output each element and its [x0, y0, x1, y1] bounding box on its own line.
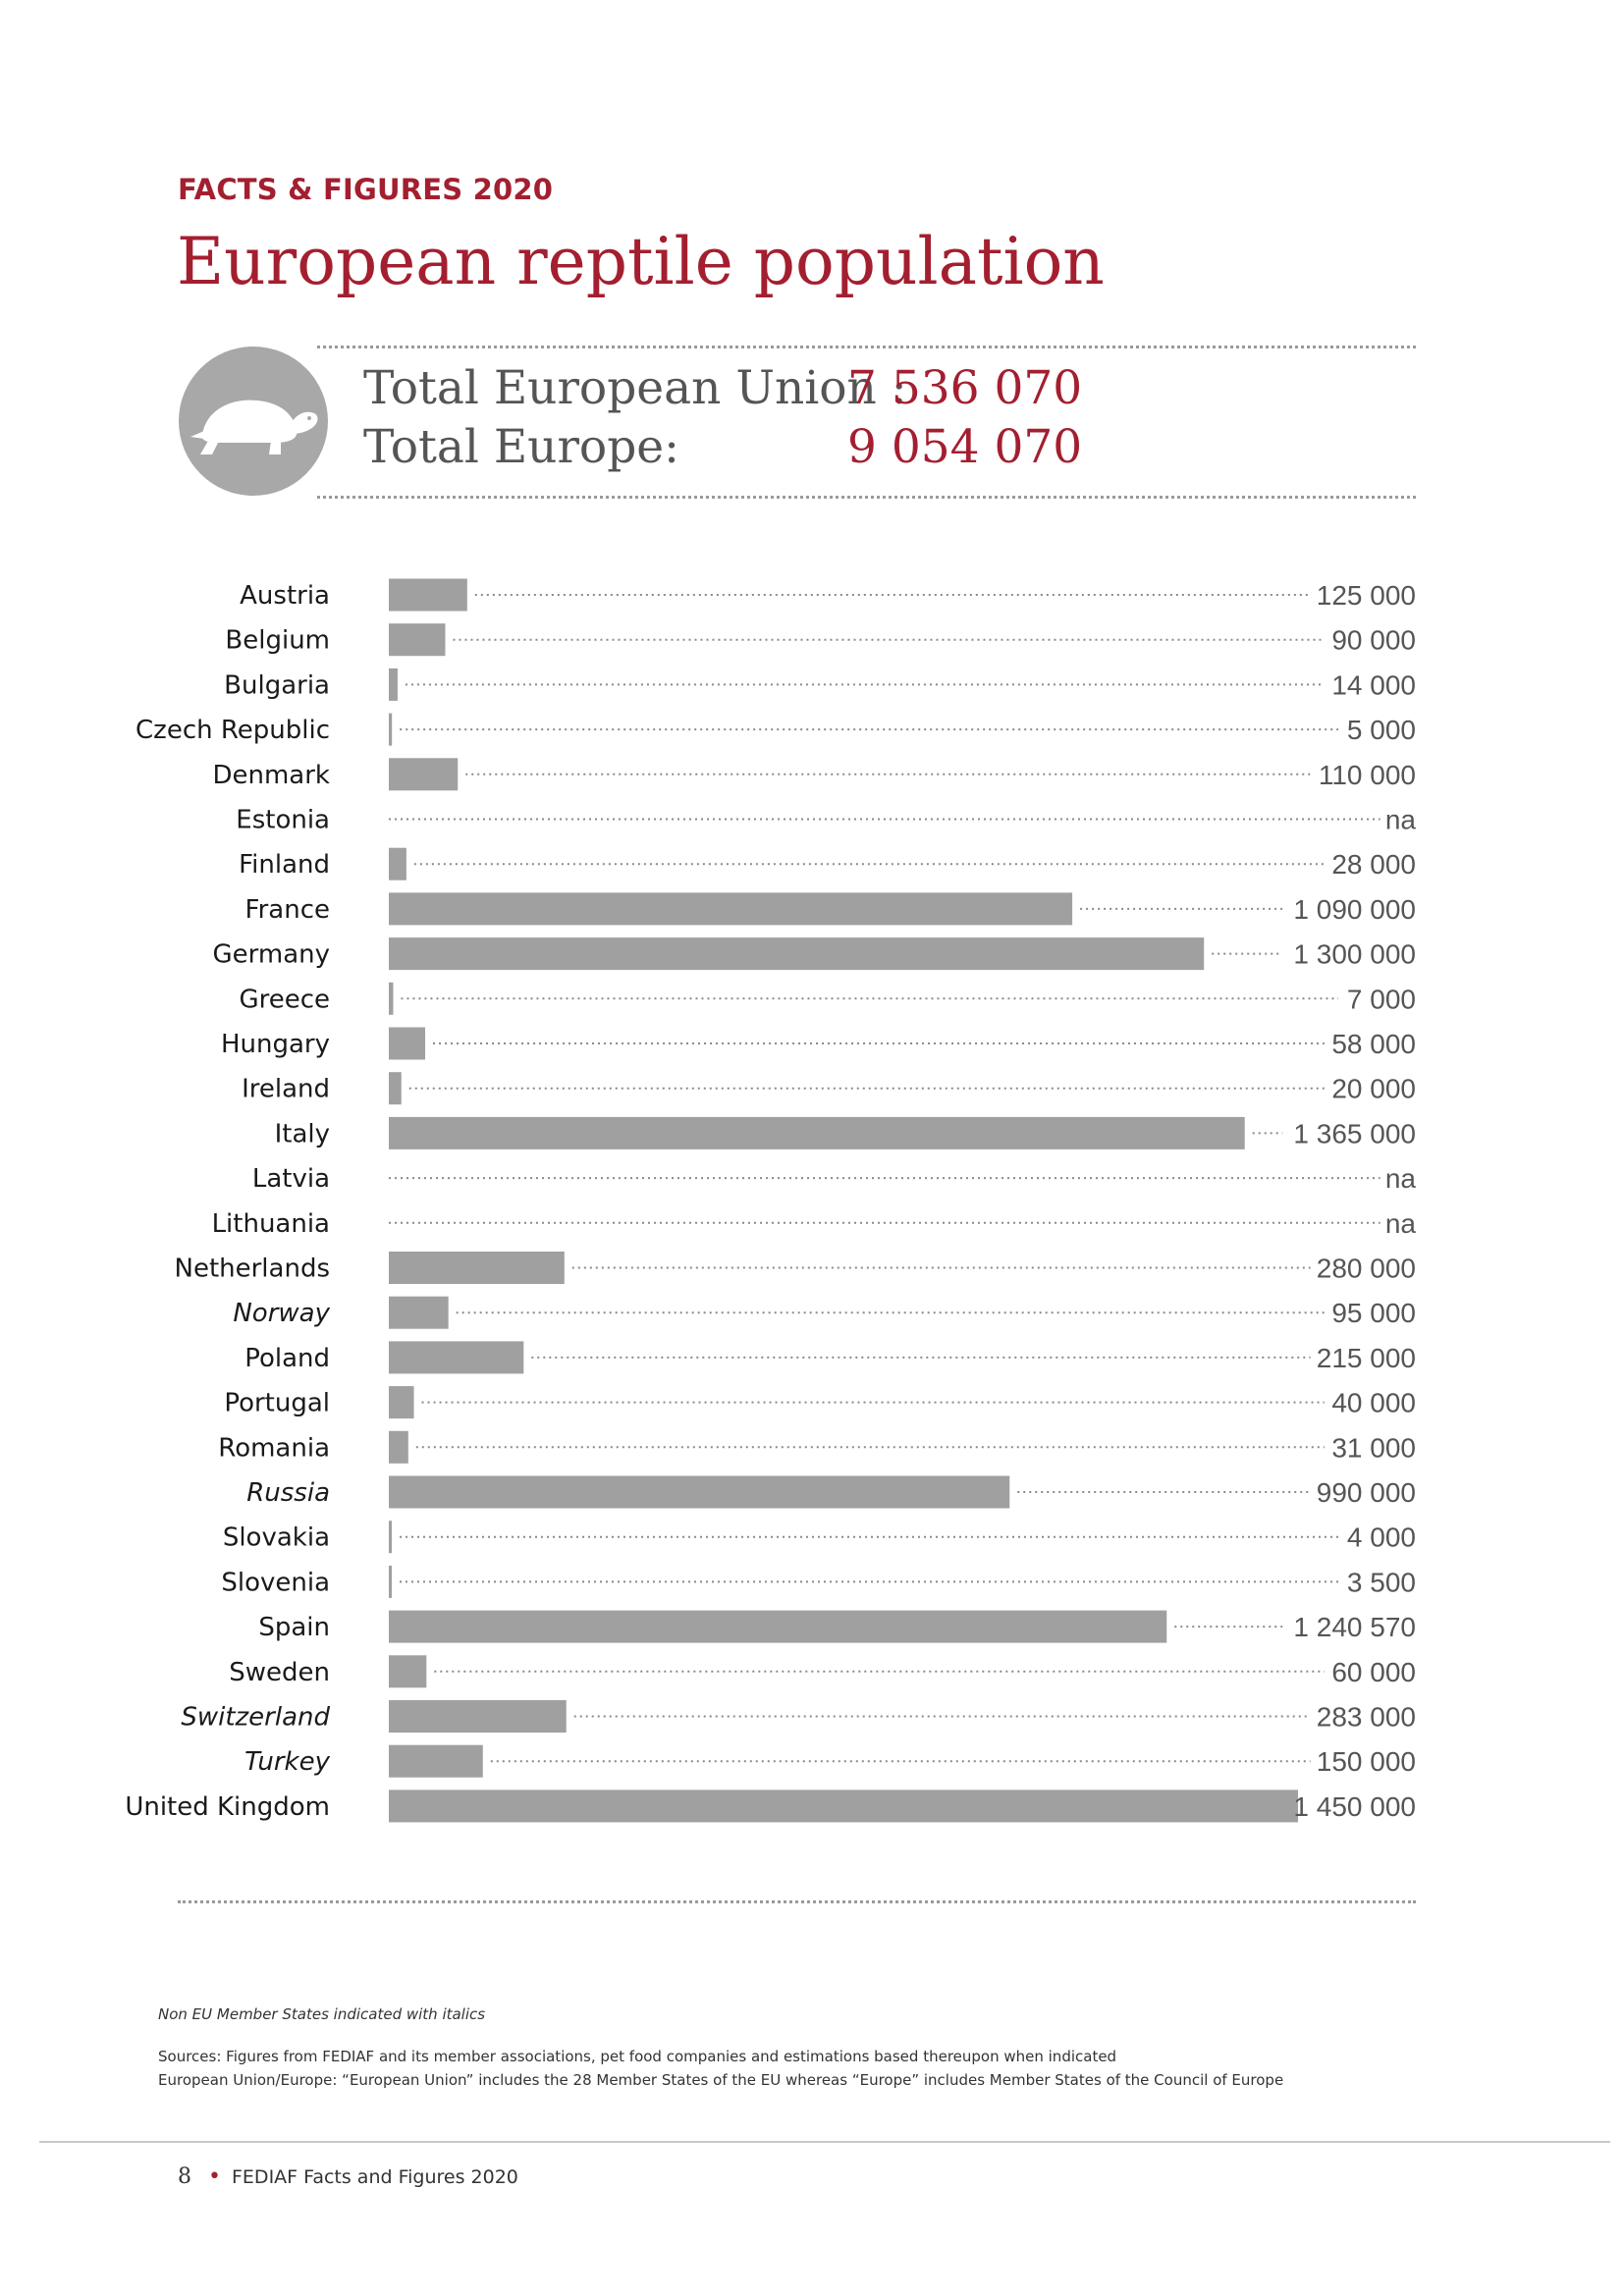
total-europe-value: 9 054 070	[847, 420, 1083, 474]
category-label-russia: Russia	[246, 1478, 330, 1508]
footer-bullet: •	[208, 2164, 221, 2189]
category-label-spain: Spain	[258, 1613, 330, 1643]
bar-turkey	[389, 1745, 483, 1778]
value-label-slovakia: 4 000	[1346, 1522, 1416, 1553]
source-line-1: Sources: Figures from FEDIAF and its member associations, pet food companies and estimations based thereupon when indicated	[158, 2048, 1117, 2065]
category-label-bulgaria: Bulgaria	[224, 670, 330, 701]
category-label-romania: Romania	[218, 1433, 330, 1464]
bar-russia	[389, 1476, 1009, 1509]
category-label-slovakia: Slovakia	[222, 1522, 330, 1553]
bar-hungary	[389, 1028, 425, 1060]
bar-netherlands	[389, 1252, 565, 1284]
category-label-sweden: Sweden	[229, 1657, 330, 1687]
category-label-poland: Poland	[244, 1343, 330, 1373]
value-label-united-kingdom: 1 450 000	[1293, 1790, 1416, 1822]
category-label-netherlands: Netherlands	[174, 1254, 330, 1284]
bar-slovakia	[389, 1521, 392, 1553]
category-label-slovenia: Slovenia	[221, 1568, 330, 1598]
category-label-ireland: Ireland	[242, 1074, 330, 1104]
category-label-italy: Italy	[274, 1119, 330, 1149]
bar-slovenia	[389, 1566, 392, 1598]
category-label-norway: Norway	[233, 1299, 330, 1329]
value-label-italy: 1 365 000	[1293, 1118, 1416, 1149]
bar-switzerland	[389, 1700, 567, 1733]
category-label-france: France	[244, 894, 330, 925]
bottom-divider	[178, 1900, 1416, 1903]
value-label-netherlands: 280 000	[1316, 1253, 1416, 1284]
value-label-norway: 95 000	[1331, 1298, 1416, 1329]
bar-bulgaria	[389, 668, 398, 701]
total-eu-value: 7 536 070	[847, 361, 1083, 415]
publication-name: FEDIAF Facts and Figures 2020	[232, 2166, 518, 2188]
bar-greece	[389, 983, 393, 1015]
value-label-france: 1 090 000	[1293, 893, 1416, 925]
bar-spain	[389, 1611, 1166, 1643]
value-label-czech-republic: 5 000	[1346, 715, 1416, 746]
value-label-belgium: 90 000	[1331, 624, 1416, 656]
value-label-greece: 7 000	[1346, 984, 1416, 1015]
value-label-bulgaria: 14 000	[1331, 669, 1416, 701]
category-label-greece: Greece	[239, 985, 330, 1015]
category-label-hungary: Hungary	[220, 1030, 330, 1059]
value-label-switzerland: 283 000	[1316, 1701, 1416, 1733]
bar-belgium	[389, 623, 445, 656]
value-label-ireland: 20 000	[1331, 1073, 1416, 1104]
bar-portugal	[389, 1386, 414, 1418]
category-label-latvia: Latvia	[251, 1164, 330, 1195]
value-label-spain: 1 240 570	[1293, 1612, 1416, 1643]
category-label-portugal: Portugal	[224, 1388, 330, 1418]
bar-czech-republic	[389, 714, 392, 746]
bar-poland	[389, 1341, 523, 1373]
value-label-germany: 1 300 000	[1293, 938, 1416, 970]
value-label-portugal: 40 000	[1331, 1387, 1416, 1418]
category-label-germany: Germany	[212, 939, 330, 970]
category-label-turkey: Turkey	[244, 1747, 330, 1778]
source-line-2: European Union/Europe: “European Union” includes the 28 Member States of the EU whereas “Europe” includes Member States of the Council of Europe	[158, 2071, 1284, 2089]
category-label-austria: Austria	[240, 581, 330, 611]
bar-romania	[389, 1431, 408, 1464]
category-label-denmark: Denmark	[212, 760, 330, 790]
bar-austria	[389, 579, 467, 612]
value-label-latvia: na	[1384, 1163, 1416, 1195]
value-label-hungary: 58 000	[1331, 1029, 1416, 1059]
value-label-finland: 28 000	[1331, 849, 1416, 881]
bar-denmark	[389, 758, 458, 790]
category-label-lithuania: Lithuania	[211, 1208, 330, 1239]
value-label-denmark: 110 000	[1318, 759, 1416, 790]
bar-united-kingdom	[389, 1789, 1298, 1822]
bar-norway	[389, 1297, 449, 1329]
value-label-turkey: 150 000	[1316, 1746, 1416, 1778]
value-label-austria: 125 000	[1316, 580, 1416, 611]
bar-france	[389, 892, 1072, 925]
page-number: 8	[178, 2164, 191, 2189]
value-label-estonia: na	[1384, 804, 1416, 835]
category-label-switzerland: Switzerland	[181, 1702, 330, 1733]
category-label-czech-republic: Czech Republic	[135, 716, 330, 746]
value-label-russia: 990 000	[1316, 1477, 1416, 1508]
page-title: European reptile population	[177, 224, 1105, 299]
category-label-finland: Finland	[239, 850, 330, 881]
category-label-estonia: Estonia	[236, 805, 330, 835]
value-label-slovenia: 3 500	[1346, 1567, 1416, 1598]
bar-sweden	[389, 1655, 426, 1687]
value-label-sweden: 60 000	[1331, 1656, 1416, 1687]
non-eu-note: Non EU Member States indicated with italics	[158, 2005, 486, 2023]
section-kicker: FACTS & FIGURES 2020	[178, 173, 554, 206]
bar-finland	[389, 848, 406, 881]
value-label-lithuania: na	[1384, 1207, 1416, 1239]
bar-germany	[389, 937, 1204, 970]
category-label-united-kingdom: United Kingdom	[125, 1791, 330, 1822]
total-europe-label: Total Europe:	[363, 420, 679, 474]
total-eu-label: Total European Union :	[363, 361, 907, 415]
footer-rule	[39, 2141, 1610, 2143]
value-label-poland: 215 000	[1316, 1342, 1416, 1373]
bar-ireland	[389, 1072, 402, 1104]
bar-italy	[389, 1117, 1245, 1149]
value-label-romania: 31 000	[1331, 1432, 1416, 1464]
category-label-belgium: Belgium	[225, 625, 330, 656]
